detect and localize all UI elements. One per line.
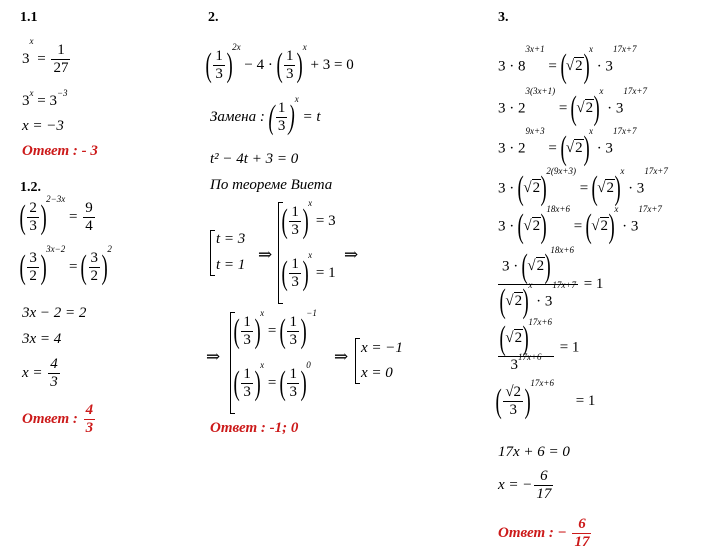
- heading-3: 3.: [498, 10, 509, 25]
- eq-1-1-line2: $3^x = 3^{-3}$: [22, 88, 68, 109]
- eq-2-quadratic: t² − 4t + 3 = 0: [210, 151, 299, 167]
- eq-3-fraction3: ( $\frac{√2}{3}$ )$^{17x+6}$ = 1: [495, 378, 596, 420]
- eq-1-2-line3: 3x − 2 = 2: [22, 305, 87, 321]
- eq-2-x2: x = 0: [361, 365, 393, 381]
- eq-3-fraction2: $\frac{(√2)^{17x+6}}{3^{17x+6}}$ = 1: [499, 317, 580, 373]
- eq-3-line3: $3 \cdot 2^{9x+3} = (√2)^x \cdot 3^{17x+7}$: [498, 126, 637, 167]
- eq-1-1-line3: x = −3: [22, 118, 64, 134]
- eq-1-2-line2: ( $\frac{3}{2}$ )$^{3x-2}$ = ( $\frac{3}{2}$ )$^2$: [19, 244, 112, 286]
- eq-2-vieta: По теореме Виета: [210, 177, 333, 193]
- eq-2-s1: ( $\frac{1}{3}$ )$^x$ = 3: [281, 198, 336, 240]
- implies-arrow-2: ⇒: [344, 245, 359, 264]
- eq-3-line4: $3 \cdot (√2)^{2(9x+3)} = (√2)^x \cdot 3^{17x+7}$: [498, 166, 668, 207]
- eq-2-substitution: Замена : ( $\frac{1}{3}$ )$^x$ = t: [210, 94, 321, 136]
- eq-3-line2: $3 \cdot 2^{3(3x+1)} = (√2)^x \cdot 3^{17x+7}$: [498, 86, 647, 127]
- heading-1-2: 1.2.: [20, 180, 41, 195]
- eq-2-p2: ( $\frac{1}{3}$ )$^x$ = ( $\frac{1}{3}$ )$^0$: [233, 360, 311, 402]
- eq-3-solution: x = − $\frac{6}{17}$: [498, 468, 552, 503]
- eq-2-t2: t = 1: [216, 257, 246, 273]
- eq-2-line1: ( $\frac{1}{3}$ )$^{2x}$ − 4 · ( $\frac{1}{3}$ )$^x$ + 3 = 0: [205, 42, 354, 84]
- implies-arrow-1: ⇒: [258, 245, 273, 264]
- eq-1-2-line5: x = $\frac{4}{3}$: [22, 356, 58, 391]
- eq-3-linear: 17x + 6 = 0: [498, 444, 570, 460]
- eq-1-1-line1: $3^x$ = $\frac{1}{27}$: [22, 36, 69, 77]
- implies-arrow-4: ⇒: [334, 347, 349, 366]
- eq-3-fraction1: $\frac{3 \cdot (√2)^{18x+6}}{(√2)^x \cdot 3^{17x+7}}$ = 1: [499, 245, 604, 320]
- eq-1-2-line1: ( $\frac{2}{3}$ )$^{2-3x}$ = $\frac{9}{4}$: [19, 194, 93, 236]
- eq-2-p1: ( $\frac{1}{3}$ )$^x$ = ( $\frac{1}{3}$ )$^{-1}$: [233, 308, 317, 350]
- system-bracket-t: [210, 230, 215, 276]
- implies-arrow-3: ⇒: [206, 347, 221, 366]
- eq-2-x1: x = −1: [361, 340, 403, 356]
- answer-1-2: Ответ : $\frac{4}{3}$: [22, 402, 94, 437]
- answer-2: Ответ : -1; 0: [210, 420, 299, 436]
- eq-3-line1: $3 \cdot 8^{3x+1} = (√2)^x \cdot 3^{17x+7}$: [498, 44, 637, 85]
- eq-3-line5: $3 \cdot (√2)^{18x+6} = (√2)^x \cdot 3^{17x+7}$: [498, 204, 662, 245]
- eq-2-t1: t = 3: [216, 231, 246, 247]
- answer-3: Ответ : − $\frac{6}{17}$: [498, 516, 590, 551]
- eq-2-s2: ( $\frac{1}{3}$ )$^x$ = 1: [281, 250, 336, 292]
- heading-2: 2.: [208, 10, 219, 25]
- system-bracket-result: [355, 338, 360, 384]
- heading-1-1: 1.1: [20, 10, 38, 25]
- eq-1-2-line4: 3x = 4: [22, 331, 62, 347]
- answer-1-1: Ответ : - 3: [22, 143, 98, 159]
